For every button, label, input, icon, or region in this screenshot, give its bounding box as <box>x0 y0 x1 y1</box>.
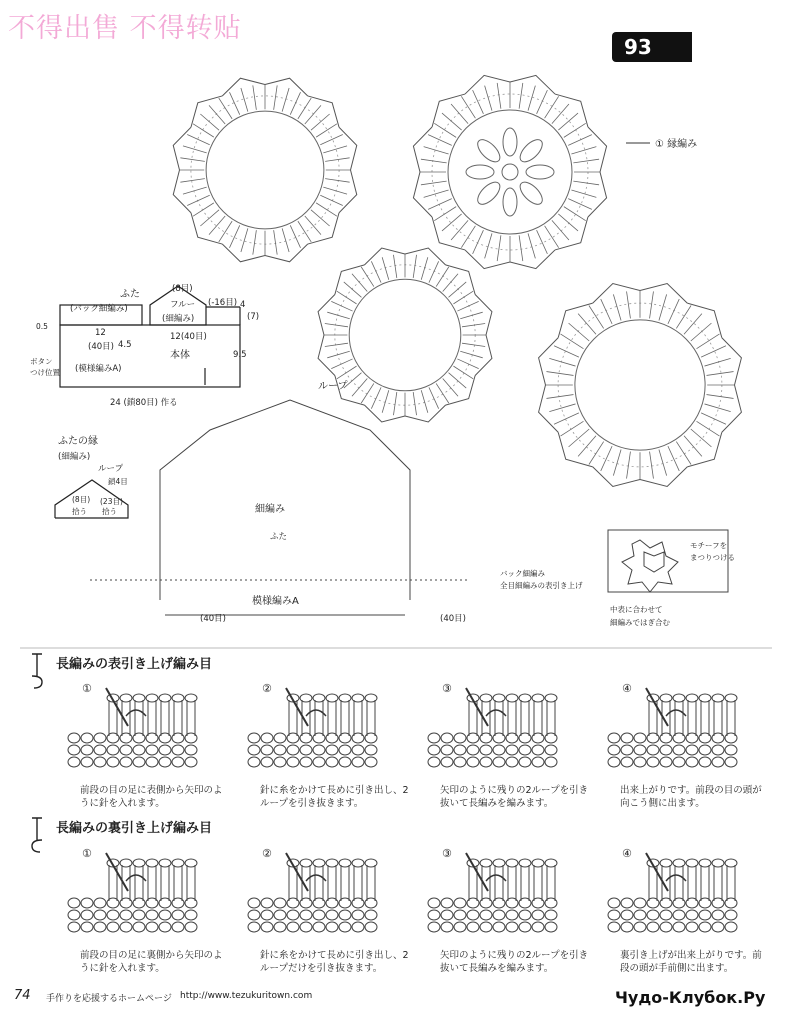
section2-steps <box>60 845 780 985</box>
back-post-stitch-illustration <box>606 851 746 946</box>
section1-steps <box>60 680 780 815</box>
dim-16: (-16目) <box>208 298 238 308</box>
back-post-step-number: ④ <box>622 847 632 860</box>
back-post-stitch-illustration <box>246 851 386 946</box>
back-post-step-caption: 矢印のように残りの2ループを引き抜いて長編みを編みます。 <box>440 950 589 974</box>
count-right: (40目) <box>440 614 466 624</box>
sc-label: (細編み) <box>162 314 195 324</box>
back-post-step-caption: 針に糸をかけて長めに引き出し、2ループだけを引き抜きます。 <box>260 950 409 974</box>
body-label: 本体 <box>170 350 190 361</box>
lid-edge-8: (8目) <box>72 495 91 504</box>
back-post-step-number: ② <box>262 847 272 860</box>
lid-edge-chain: 鎖4目 <box>108 477 128 486</box>
front-post-step-4 <box>600 680 770 820</box>
back-post-symbol-icon <box>26 814 48 854</box>
dim-95: 9.5 <box>233 350 247 360</box>
back-post-step-caption: 前段の目の足に裏側から矢印のように針を入れます。 <box>80 950 223 974</box>
back-post-stitch-illustration <box>66 851 206 946</box>
front-post-step-caption: 矢印のように残りの2ループを引き抜いて長編みを編みます。 <box>440 785 589 809</box>
pattern-a-label: (模様編みA) <box>75 364 122 374</box>
center-sc-label: 細編み <box>255 504 285 515</box>
dim-45: 4.5 <box>118 340 132 350</box>
dim-05: 0.5 <box>36 322 48 331</box>
dim-7: (7) <box>247 312 260 322</box>
front-post-step-number: ④ <box>622 682 632 695</box>
count-left: (40目) <box>200 614 226 624</box>
front-post-symbol-icon <box>26 650 48 690</box>
lid-edge-title: ふたの縁 <box>58 436 98 447</box>
back-post-step-3 <box>420 845 590 985</box>
width-label: 24 (鎖80目) 作る <box>110 398 178 408</box>
back-post-step-1 <box>60 845 230 985</box>
back-post-step-4 <box>600 845 770 985</box>
back-post-step-number: ① <box>82 847 92 860</box>
flure-label: フルー <box>170 300 196 310</box>
motif-note-3: 中表に合わせて <box>610 605 663 614</box>
dim-40: (40目) <box>88 342 114 352</box>
front-post-step-caption: 出来上がりです。前段の目の頭が向こう側に出ます。 <box>620 785 762 809</box>
motif-note-4: 細編みではぎ合む <box>610 618 670 627</box>
back-post-step-2 <box>240 845 410 985</box>
section1-title: 長編みの表引き上げ編み目 <box>56 657 213 672</box>
legend-front-post: 全目細編みの表引き上げ <box>500 581 583 590</box>
motif-note-2: まつりつける <box>690 553 735 562</box>
front-post-step-number: ① <box>82 682 92 695</box>
dim-12b: 12(40目) <box>170 332 207 342</box>
back-post-stitch-illustration <box>426 851 566 946</box>
front-post-stitch-illustration <box>66 686 206 781</box>
footer-text: 手作りを応援するホームページ <box>46 994 172 1004</box>
front-post-step-caption: 針に糸をかけて長めに引き出し、2ループを引き抜きます。 <box>260 785 409 809</box>
front-post-stitch-illustration <box>606 686 746 781</box>
front-post-step-caption: 前段の目の足に表側から矢印のように針を入れます。 <box>80 785 223 809</box>
front-post-stitch-illustration <box>246 686 386 781</box>
lid-label: ふた <box>120 289 140 300</box>
site-brand: Чудо-Клубок.Ру <box>615 988 766 1007</box>
page-number: 74 <box>14 988 31 1003</box>
motif-note-1: モチーフを <box>690 541 728 550</box>
back-post-step-caption: 裏引き上げが出来上がりです。前段の頭が手前側に出ます。 <box>620 950 762 974</box>
back-sc-label: (バック細編み) <box>70 304 128 314</box>
watermark-text: 不得出售 不得转贴 <box>8 13 242 44</box>
front-post-step-number: ② <box>262 682 272 695</box>
legend-back-sc: バック細編み <box>500 569 545 578</box>
pattern-a-bottom: 模様編みA <box>252 596 299 607</box>
dim-12: 12 <box>95 328 106 338</box>
back-post-step-number: ③ <box>442 847 452 860</box>
section2-title: 長編みの裏引き上げ編み目 <box>56 821 213 836</box>
lid-edge-sc: (細編み) <box>58 452 91 462</box>
lid-edge-loop: ループ <box>98 464 124 474</box>
edge-label: ① 縁編み <box>655 139 698 150</box>
lid-edge-pick: 拾う <box>72 507 87 516</box>
page-badge-number: 93 <box>624 35 652 59</box>
front-post-step-number: ③ <box>442 682 452 695</box>
button-position: ボタン つけ位置 <box>30 357 60 377</box>
lid-edge-pick2: 拾う <box>102 507 117 516</box>
lid-rows: (8目) <box>172 284 193 294</box>
front-post-step-3 <box>420 680 590 820</box>
front-post-step-1 <box>60 680 230 820</box>
dim-4: 4 <box>240 300 246 310</box>
lid-edge-23: (23目) <box>100 497 123 506</box>
front-post-stitch-illustration <box>426 686 566 781</box>
loop-label: ループ <box>318 381 348 392</box>
center-lid-label: ふた <box>270 532 288 542</box>
front-post-step-2 <box>240 680 410 820</box>
footer-url[interactable]: http://www.tezukuritown.com <box>180 991 313 1001</box>
